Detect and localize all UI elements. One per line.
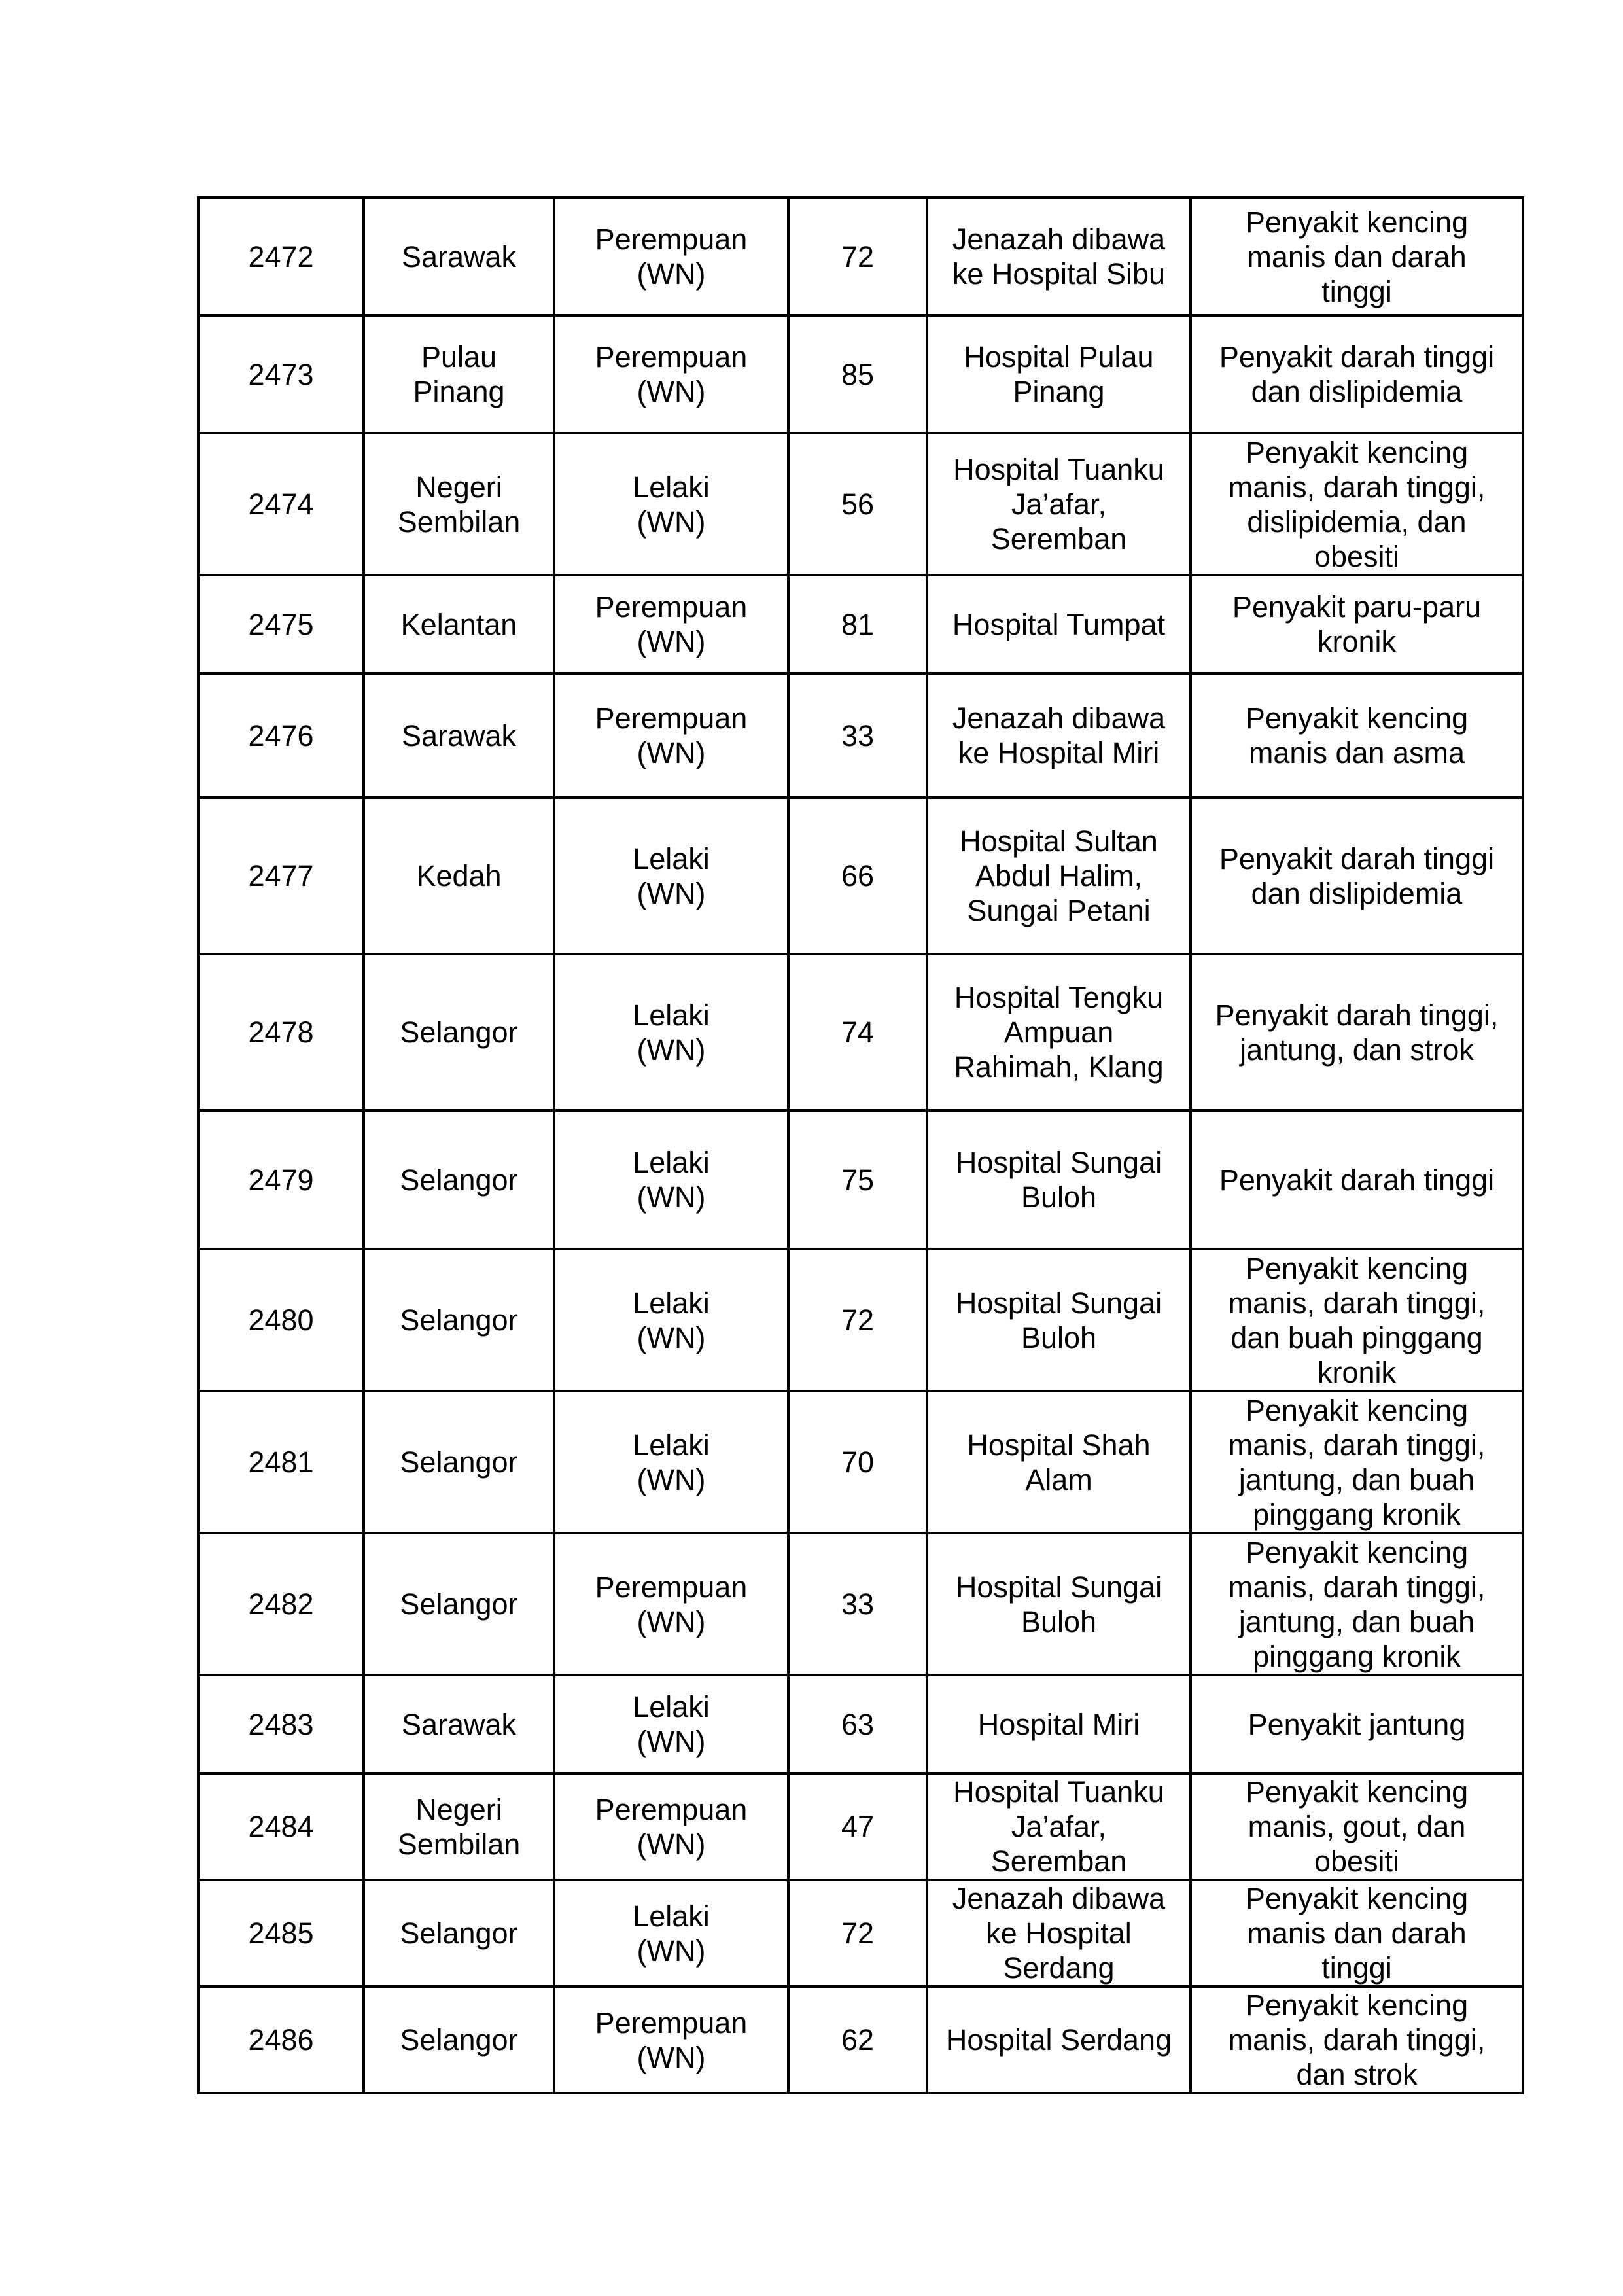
table-row	[198, 1110, 1523, 1249]
case-number-cell	[198, 1987, 364, 2093]
gender-cell	[554, 954, 788, 1110]
case-number-cell	[198, 673, 364, 798]
table-row	[198, 575, 1523, 673]
case-number-text: 2475	[248, 607, 314, 641]
hospital-text: Hospital Shah	[967, 1428, 1151, 1462]
gender-text: Perempuan	[595, 340, 748, 374]
gender-text: (WN)	[637, 1725, 706, 1758]
hospital-text: Ampuan	[1003, 1016, 1114, 1049]
hospital-text: Hospital Sultan	[960, 824, 1158, 858]
gender-cell	[554, 1773, 788, 1880]
comorbidities-text: manis, gout, dan	[1248, 1810, 1466, 1843]
age-cell	[788, 1880, 927, 1987]
table-row	[198, 433, 1523, 575]
hospital-text: Hospital Miri	[977, 1707, 1140, 1741]
comorbidities-cell	[1191, 315, 1523, 433]
state-cell	[364, 954, 554, 1110]
comorbidities-cell	[1191, 673, 1523, 798]
hospital-text: Buloh	[1021, 1320, 1097, 1354]
hospital-text: Hospital Sungai	[955, 1570, 1162, 1604]
age-cell	[788, 1391, 927, 1533]
gender-cell	[554, 1675, 788, 1773]
case-number-cell	[198, 1533, 364, 1675]
case-number-cell	[198, 1110, 364, 1249]
hospital-cell	[927, 1773, 1191, 1880]
comorbidities-text: dislipidemia, dan	[1247, 504, 1467, 539]
comorbidities-cell	[1191, 1987, 1523, 2093]
comorbidities-cell	[1191, 1675, 1523, 1773]
gender-cell	[554, 1249, 788, 1391]
case-number-text: 2474	[248, 487, 314, 521]
state-text: Sembilan	[397, 504, 521, 539]
age-cell	[788, 1533, 927, 1675]
table-row	[198, 1675, 1523, 1773]
gender-cell	[554, 315, 788, 433]
comorbidities-text: dan dislipidemia	[1251, 375, 1463, 408]
age-cell	[788, 315, 927, 433]
comorbidities-text: kronik	[1317, 625, 1397, 658]
comorbidities-text: Penyakit darah tinggi,	[1215, 998, 1499, 1032]
comorbidities-text: Penyakit darah tinggi	[1219, 340, 1495, 374]
state-cell	[364, 1533, 554, 1675]
comorbidities-text: manis, darah tinggi,	[1228, 1570, 1486, 1604]
gender-cell	[554, 575, 788, 673]
gender-cell	[554, 798, 788, 954]
case-number-cell	[198, 198, 364, 315]
state-text: Selangor	[400, 1016, 518, 1049]
age-text: 47	[841, 1810, 875, 1843]
hospital-text: Ja’afar,	[1011, 487, 1107, 521]
case-number-cell	[198, 1249, 364, 1391]
table-row	[198, 1249, 1523, 1391]
case-number-cell	[198, 1880, 364, 1987]
comorbidities-cell	[1191, 1880, 1523, 1987]
gender-cell	[554, 198, 788, 315]
state-cell	[364, 1773, 554, 1880]
age-text: 72	[841, 1303, 875, 1337]
age-text: 72	[841, 239, 875, 274]
gender-text: Lelaki	[633, 1146, 710, 1179]
comorbidities-cell	[1191, 1533, 1523, 1675]
state-text: Kedah	[416, 859, 502, 892]
age-text: 33	[841, 1587, 875, 1621]
comorbidities-cell	[1191, 1249, 1523, 1391]
case-number-cell	[198, 575, 364, 673]
hospital-text: Serdang	[1003, 1951, 1115, 1985]
gender-cell	[554, 673, 788, 798]
case-number-text: 2476	[248, 718, 314, 752]
comorbidities-text: manis, darah tinggi,	[1228, 2023, 1486, 2057]
comorbidities-text: dan buah pinggang	[1230, 1320, 1483, 1354]
gender-text: Lelaki	[633, 1690, 710, 1723]
comorbidities-cell	[1191, 1773, 1523, 1880]
case-number-text: 2484	[248, 1810, 314, 1843]
table-row	[198, 198, 1523, 315]
case-number-cell	[198, 1391, 364, 1533]
hospital-cell	[927, 198, 1191, 315]
table-row	[198, 1880, 1523, 1987]
hospital-text: Hospital Serdang	[945, 2023, 1172, 2057]
hospital-text: Pinang	[1013, 375, 1105, 408]
table-row	[198, 673, 1523, 798]
case-number-cell	[198, 1773, 364, 1880]
age-cell	[788, 798, 927, 954]
age-text: 66	[841, 859, 875, 892]
table-row	[198, 315, 1523, 433]
hospital-cell	[927, 1880, 1191, 1987]
hospital-cell	[927, 1987, 1191, 2093]
gender-text: Lelaki	[633, 470, 710, 504]
state-text: Sarawak	[401, 718, 517, 752]
comorbidities-text: manis dan darah	[1247, 239, 1467, 274]
gender-text: Perempuan	[595, 1792, 748, 1826]
table-body	[198, 198, 1523, 2093]
hospital-text: ke Hospital Sibu	[952, 257, 1166, 291]
age-cell	[788, 575, 927, 673]
age-text: 74	[841, 1016, 875, 1049]
age-cell	[788, 433, 927, 575]
gender-text: (WN)	[637, 876, 706, 910]
state-text: Sembilan	[397, 1827, 521, 1861]
gender-text: Perempuan	[595, 2005, 748, 2040]
state-text: Negeri	[415, 470, 502, 504]
state-cell	[364, 1249, 554, 1391]
state-cell	[364, 673, 554, 798]
state-text: Kelantan	[400, 607, 517, 641]
gender-text: (WN)	[637, 625, 706, 658]
comorbidities-text: dan strok	[1296, 2058, 1418, 2091]
hospital-text: Jenazah dibawa	[952, 222, 1166, 256]
state-cell	[364, 1880, 554, 1987]
comorbidities-text: dan dislipidemia	[1251, 876, 1463, 910]
state-text: Selangor	[400, 1445, 518, 1479]
hospital-text: Hospital Tuanku	[953, 453, 1164, 486]
hospital-text: Hospital Tumpat	[952, 607, 1166, 641]
age-text: 70	[841, 1445, 875, 1479]
state-text: Selangor	[400, 1587, 518, 1621]
comorbidities-text: jantung, dan strok	[1240, 1033, 1474, 1067]
hospital-text: ke Hospital Miri	[958, 736, 1160, 769]
comorbidities-text: Penyakit kencing	[1245, 701, 1469, 735]
comorbidities-text: Penyakit kencing	[1245, 1882, 1469, 1915]
comorbidities-cell	[1191, 198, 1523, 315]
state-text: Negeri	[415, 1792, 502, 1826]
state-text: Selangor	[400, 2023, 518, 2057]
state-cell	[364, 315, 554, 433]
gender-text: (WN)	[637, 1180, 706, 1214]
gender-cell	[554, 433, 788, 575]
age-text: 75	[841, 1163, 875, 1197]
case-number-text: 2480	[248, 1303, 314, 1337]
state-text: Sarawak	[401, 1707, 517, 1741]
age-cell	[788, 1987, 927, 2093]
comorbidities-text: tinggi	[1321, 274, 1392, 308]
age-cell	[788, 1249, 927, 1391]
age-text: 85	[841, 357, 875, 391]
comorbidities-text: manis, darah tinggi,	[1228, 1286, 1486, 1320]
table-row	[198, 1391, 1523, 1533]
hospital-text: Rahimah, Klang	[954, 1050, 1164, 1084]
table-row	[198, 954, 1523, 1110]
gender-text: (WN)	[637, 1827, 706, 1861]
hospital-text: Ja’afar,	[1011, 1810, 1107, 1843]
comorbidities-text: Penyakit paru-paru	[1232, 590, 1482, 624]
comorbidities-text: Penyakit kencing	[1245, 1775, 1469, 1809]
comorbidities-text: kronik	[1317, 1355, 1397, 1389]
case-number-text: 2482	[248, 1587, 314, 1621]
gender-text: (WN)	[637, 1462, 706, 1496]
comorbidities-text: manis dan darah	[1247, 1916, 1467, 1950]
gender-text: (WN)	[637, 2040, 706, 2074]
table-row	[198, 1533, 1523, 1675]
state-text: Pulau	[421, 340, 497, 374]
comorbidities-text: jantung, dan buah	[1238, 1604, 1475, 1638]
gender-cell	[554, 1987, 788, 2093]
hospital-text: Seremban	[990, 1845, 1127, 1878]
age-cell	[788, 673, 927, 798]
hospital-text: Hospital Sungai	[955, 1286, 1162, 1320]
case-number-cell	[198, 1675, 364, 1773]
comorbidities-text: Penyakit darah tinggi	[1219, 1163, 1495, 1197]
comorbidities-text: Penyakit kencing	[1245, 1251, 1469, 1285]
state-cell	[364, 798, 554, 954]
case-number-text: 2486	[248, 2023, 314, 2057]
age-cell	[788, 1773, 927, 1880]
state-cell	[364, 433, 554, 575]
hospital-text: ke Hospital	[986, 1916, 1132, 1950]
gender-text: (WN)	[637, 1604, 706, 1638]
gender-cell	[554, 1880, 788, 1987]
state-text: Selangor	[400, 1303, 518, 1337]
age-text: 81	[841, 607, 875, 641]
hospital-cell	[927, 1391, 1191, 1533]
comorbidities-text: tinggi	[1321, 1951, 1392, 1985]
state-text: Selangor	[400, 1163, 518, 1197]
hospital-cell	[927, 433, 1191, 575]
comorbidities-text: Penyakit darah tinggi	[1219, 841, 1495, 875]
hospital-cell	[927, 673, 1191, 798]
state-text: Selangor	[400, 1916, 518, 1950]
age-text: 56	[841, 487, 875, 521]
case-number-cell	[198, 954, 364, 1110]
comorbidities-text: pinggang kronik	[1253, 1497, 1461, 1531]
state-text: Pinang	[413, 375, 505, 408]
case-number-cell	[198, 315, 364, 433]
case-number-text: 2473	[248, 357, 314, 391]
table-row	[198, 798, 1523, 954]
hospital-text: Jenazah dibawa	[952, 1882, 1166, 1915]
death-cases-table	[197, 196, 1524, 2094]
age-text: 62	[841, 2023, 875, 2057]
gender-text: Perempuan	[595, 701, 748, 735]
hospital-text: Buloh	[1021, 1604, 1097, 1638]
case-number-text: 2483	[248, 1707, 314, 1741]
case-number-text: 2485	[248, 1916, 314, 1950]
hospital-text: Jenazah dibawa	[952, 701, 1166, 735]
case-number-text: 2477	[248, 859, 314, 892]
hospital-text: Hospital Pulau	[964, 340, 1154, 374]
comorbidities-text: manis dan asma	[1248, 736, 1465, 769]
hospital-text: Sungai Petani	[967, 894, 1151, 927]
state-text: Sarawak	[401, 239, 517, 274]
gender-cell	[554, 1110, 788, 1249]
comorbidities-text: manis, darah tinggi,	[1228, 470, 1486, 504]
case-number-text: 2479	[248, 1163, 314, 1197]
gender-text: Lelaki	[633, 998, 710, 1032]
comorbidities-cell	[1191, 798, 1523, 954]
gender-text: (WN)	[637, 257, 706, 291]
state-cell	[364, 198, 554, 315]
case-number-cell	[198, 433, 364, 575]
gender-text: (WN)	[637, 1934, 706, 1968]
hospital-text: Buloh	[1021, 1180, 1097, 1214]
state-cell	[364, 1391, 554, 1533]
comorbidities-cell	[1191, 575, 1523, 673]
state-cell	[364, 1675, 554, 1773]
gender-text: Lelaki	[633, 1286, 710, 1320]
gender-text: Perempuan	[595, 1570, 748, 1604]
hospital-cell	[927, 1675, 1191, 1773]
hospital-cell	[927, 1110, 1191, 1249]
hospital-text: Hospital Tengku	[954, 981, 1164, 1014]
gender-cell	[554, 1391, 788, 1533]
case-number-cell	[198, 798, 364, 954]
comorbidities-text: jantung, dan buah	[1238, 1462, 1475, 1496]
gender-text: (WN)	[637, 375, 706, 408]
comorbidities-cell	[1191, 1391, 1523, 1533]
state-cell	[364, 575, 554, 673]
state-cell	[364, 1110, 554, 1249]
comorbidities-text: Penyakit kencing	[1245, 1535, 1469, 1569]
hospital-text: Hospital Sungai	[955, 1146, 1162, 1179]
age-cell	[788, 954, 927, 1110]
gender-text: Lelaki	[633, 1428, 710, 1462]
comorbidities-text: Penyakit kencing	[1245, 1988, 1469, 2022]
hospital-cell	[927, 954, 1191, 1110]
comorbidities-cell	[1191, 954, 1523, 1110]
age-text: 33	[841, 718, 875, 752]
hospital-cell	[927, 1533, 1191, 1675]
age-text: 63	[841, 1707, 875, 1741]
comorbidities-text: pinggang kronik	[1253, 1639, 1461, 1673]
comorbidities-text: manis, darah tinggi,	[1228, 1428, 1486, 1462]
case-number-text: 2481	[248, 1445, 314, 1479]
gender-cell	[554, 1533, 788, 1675]
comorbidities-text: Penyakit kencing	[1245, 1393, 1469, 1427]
gender-text: (WN)	[637, 504, 706, 539]
gender-text: (WN)	[637, 1320, 706, 1354]
hospital-text: Seremban	[990, 522, 1127, 556]
case-number-text: 2472	[248, 239, 314, 274]
comorbidities-text: Penyakit kencing	[1245, 435, 1469, 469]
hospital-cell	[927, 315, 1191, 433]
age-cell	[788, 1675, 927, 1773]
hospital-cell	[927, 1249, 1191, 1391]
age-cell	[788, 1110, 927, 1249]
gender-text: Lelaki	[633, 1899, 710, 1933]
gender-text: Lelaki	[633, 841, 710, 875]
comorbidities-text: obesiti	[1314, 1845, 1400, 1878]
gender-text: (WN)	[637, 1033, 706, 1067]
gender-text: Perempuan	[595, 590, 748, 624]
table-row	[198, 1987, 1523, 2093]
case-number-text: 2478	[248, 1016, 314, 1049]
comorbidities-text: Penyakit jantung	[1248, 1707, 1466, 1741]
table-row	[198, 1773, 1523, 1880]
hospital-text: Abdul Halim,	[975, 859, 1143, 892]
comorbidities-text: Penyakit kencing	[1245, 205, 1469, 239]
comorbidities-cell	[1191, 433, 1523, 575]
age-text: 72	[841, 1916, 875, 1950]
comorbidities-text: obesiti	[1314, 539, 1400, 573]
hospital-text: Hospital Tuanku	[953, 1775, 1164, 1809]
gender-text: Perempuan	[595, 222, 748, 256]
comorbidities-cell	[1191, 1110, 1523, 1249]
hospital-cell	[927, 575, 1191, 673]
hospital-text: Alam	[1025, 1462, 1092, 1496]
hospital-cell	[927, 798, 1191, 954]
gender-text: (WN)	[637, 736, 706, 769]
state-cell	[364, 1987, 554, 2093]
age-cell	[788, 198, 927, 315]
